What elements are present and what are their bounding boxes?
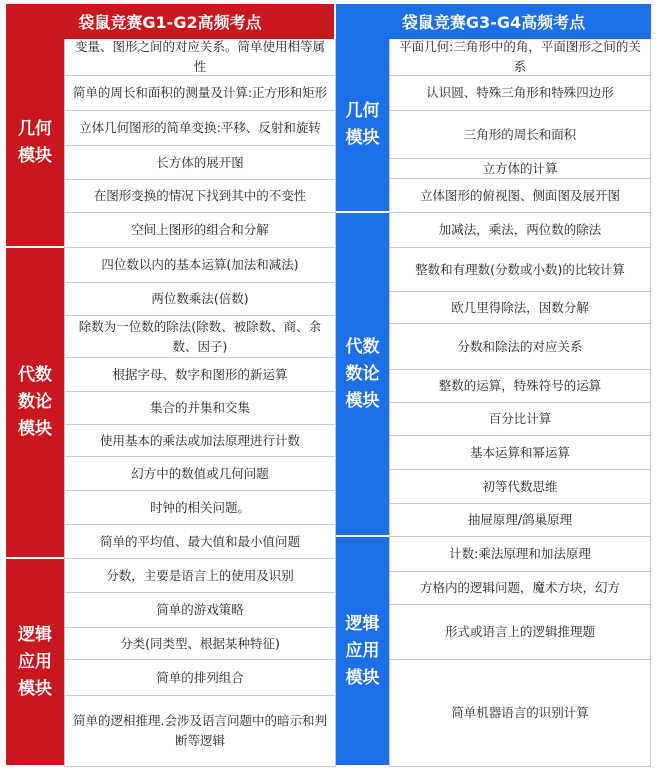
left-topic-row: 简单的周长和面积的测量及计算:正方形和矩形 [64,76,336,111]
exam-topics-table [6,4,651,767]
left-topic-row: 使用基本的乘法或加法原理进行计数 [64,425,336,457]
left-topic-row: 分类(同类型、根据某种特征) [64,628,336,660]
right-module-label: 几何 模块 [345,101,380,148]
right-topic-row: 抽屉原理/鸽巢原理 [389,504,651,537]
right-topic-row: 立体图形的俯视图、侧面图及展开图 [389,179,651,213]
right-topic-row: 三角形的周长和面积 [389,111,651,159]
right-module-0 [336,39,389,213]
g1-g2-column [6,4,336,767]
left-topic-row: 在图形变换的情况下找到其中的不变性 [64,180,336,213]
left-module-1 [6,248,64,559]
left-module-label: 逻辑 应用 模块 [18,624,52,699]
left-topic-row: 简单的逻相推理.会涉及语言问题中的暗示和判断等逻辑 [64,696,336,767]
left-module-0 [6,39,64,248]
right-topic-row: 分数和除法的对应关系 [389,324,651,370]
left-topic-row: 分数，主要是语言上的使用及识别 [64,559,336,593]
left-topic-row: 立体几何图形的简单变换:平移、反射和旋转 [64,111,336,146]
right-topic-row: 整数和有理数(分数或小数)的比较计算 [389,248,651,292]
g3-g4-header: 袋鼠竞赛G3-G4高频考点 [336,4,651,39]
g3-g4-column [336,4,651,767]
right-topic-row: 平面几何:三角形中的角，平面图形之间的关系 [389,39,651,76]
left-topic-row: 空间上图形的组合和分解 [64,213,336,248]
right-topic-row: 整数的运算，特殊符号的运算 [389,370,651,403]
right-topic-row: 百分比计算 [389,403,651,436]
left-module-label: 代数 数论 模块 [18,365,52,439]
left-topic-row: 四位数以内的基本运算(加法和减法) [64,248,336,283]
right-topic-row: 简单机器语言的识别计算 [389,660,651,767]
left-topic-row: 幻方中的数值或几何问题 [64,457,336,491]
left-module-2 [6,559,64,767]
left-topic-row: 变量、图形之间的对应关系。简单使用相等属性 [64,39,336,76]
right-topic-row: 基本运算和幂运算 [389,436,651,470]
right-module-label: 代数 数论 模块 [345,336,380,411]
left-topic-row: 简单的平均值、最大值和最小值问题 [64,525,336,559]
right-topic-row: 计数:乘法原理和加法原理 [389,537,651,572]
left-topic-row: 除数为一位数的除法(除数、被除数、商、余数、因子) [64,316,336,358]
right-topic-row: 方格内的逻辑问题，魔术方块，幻方 [389,572,651,605]
g1-g2-header: 袋鼠竞赛G1-G2高频考点 [6,4,336,39]
right-topic-row: 形式或语言上的逻辑推理题 [389,605,651,660]
left-topic-row: 两位数乘法(倍数) [64,283,336,316]
right-topic-row: 认识圆、特殊三角形和特殊四边形 [389,76,651,111]
right-module-2 [336,537,389,767]
right-topic-row: 欧几里得除法，因数分解 [389,292,651,324]
right-module-label: 逻辑 应用 模块 [345,613,380,688]
left-topic-row: 时钟的相关问题。 [64,491,336,525]
left-topic-row: 集合的并集和交集 [64,392,336,425]
right-topic-row: 初等代数思维 [389,470,651,504]
left-module-label: 几何 模块 [18,118,52,166]
right-module-1 [336,213,389,537]
left-topic-row: 长方体的展开图 [64,146,336,180]
left-topic-row: 根据字母、数字和图形的新运算 [64,358,336,392]
left-topic-row: 简单的游戏策略 [64,593,336,628]
right-topic-row: 加减法，乘法，两位数的除法 [389,213,651,248]
left-topic-row: 简单的排列组合 [64,660,336,696]
right-topic-row: 立方体的计算 [389,159,651,179]
